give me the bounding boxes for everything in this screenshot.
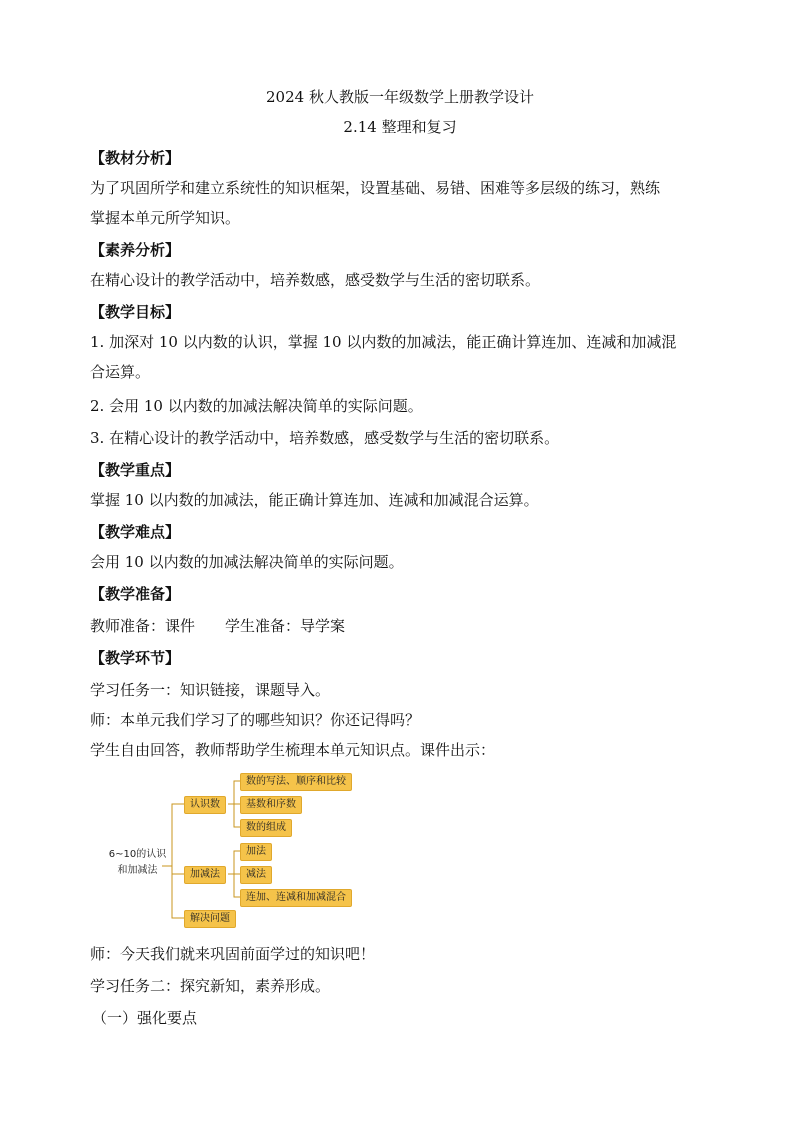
node-add-sub-3: 连加、连减和加减混合 xyxy=(240,889,352,907)
analysis-text-line-1: 为了巩固所学和建立系统性的知识框架，设置基础、易错、困难等多层级的练习，熟练 xyxy=(90,179,661,197)
teacher-statement: 师：今天我们就来巩固前面学过的知识吧！ xyxy=(90,945,376,963)
analysis-heading: 【教材分析】 xyxy=(90,149,181,167)
goal-1-line-1: 1. 加深对 10 以内数的认识，掌握 10 以内数的加减法，能正确计算连加、连减和加减混 xyxy=(90,333,677,351)
node-add-sub-1: 加法 xyxy=(240,843,272,861)
teacher-question: 师：本单元我们学习了的哪些知识？你还记得吗？ xyxy=(90,711,421,729)
steps-heading: 【教学环节】 xyxy=(90,649,181,667)
sub-section-1: （一）强化要点 xyxy=(92,1009,198,1027)
student-answer: 学生自由回答，教师帮助学生梳理本单元知识点。课件出示： xyxy=(90,741,496,759)
connector-addsub-1 xyxy=(228,851,240,874)
prep-text: 教师准备：课件 学生准备：导学案 xyxy=(90,617,346,635)
node-recognize-1: 数的写法、顺序和比较 xyxy=(240,773,352,791)
task-2: 学习任务二：探究新知，素养形成。 xyxy=(90,977,331,995)
goal-1-line-2: 合运算。 xyxy=(90,363,151,381)
key-heading: 【教学重点】 xyxy=(90,461,181,479)
prep-heading: 【教学准备】 xyxy=(90,585,181,603)
knowledge-mindmap xyxy=(100,770,380,936)
mindmap-root xyxy=(100,847,175,879)
analysis-text-line-2: 掌握本单元所学知识。 xyxy=(90,209,241,227)
key-text: 掌握 10 以内数的加减法，能正确计算连加、连减和加减混合运算。 xyxy=(90,491,539,509)
node-add-sub-2: 减法 xyxy=(240,866,272,884)
goal-2: 2. 会用 10 以内数的加减法解决简单的实际问题。 xyxy=(90,397,423,415)
literacy-text: 在精心设计的教学活动中，培养数感，感受数学与生活的密切联系。 xyxy=(90,271,541,289)
node-solve: 解决问题 xyxy=(184,910,236,928)
connector-recognize-1 xyxy=(228,781,240,804)
node-add-sub: 加减法 xyxy=(184,866,226,884)
literacy-heading: 【素养分析】 xyxy=(90,241,181,259)
document-subtitle: 2.14 整理和复习 xyxy=(343,118,457,136)
document-title: 2024 秋人教版一年级数学上册教学设计 xyxy=(266,88,534,106)
node-recognize-3: 数的组成 xyxy=(240,819,292,837)
node-recognize-2: 基数和序数 xyxy=(240,796,302,814)
difficulty-heading: 【教学难点】 xyxy=(90,523,181,541)
goal-3: 3. 在精心设计的教学活动中，培养数感，感受数学与生活的密切联系。 xyxy=(90,429,560,447)
difficulty-text: 会用 10 以内数的加减法解决简单的实际问题。 xyxy=(90,553,404,571)
mindmap-root-label: 6~10的认识和加减法 xyxy=(108,849,167,876)
task-1: 学习任务一：知识链接，课题导入。 xyxy=(90,681,331,699)
goals-heading: 【教学目标】 xyxy=(90,303,181,321)
node-recognize: 认识数 xyxy=(184,796,226,814)
